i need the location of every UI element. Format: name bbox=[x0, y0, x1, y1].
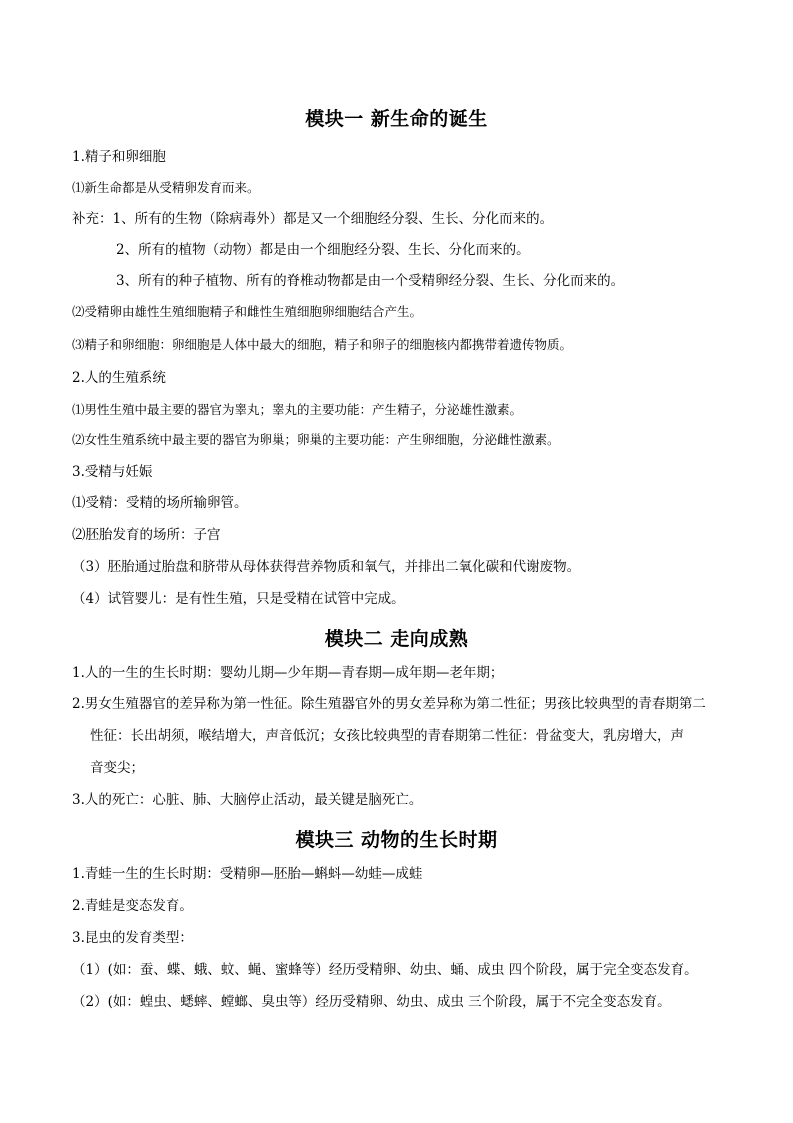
text-line: ⑵女性生殖系统中最主要的器官为卵巢；卵巢的主要功能：产生卵细胞，分泌雌性激素。 bbox=[72, 432, 560, 447]
text-line: 2、所有的植物（动物）都是由一个细胞经分裂、生长、分化而来的。 bbox=[116, 242, 530, 258]
text-line: （2）(如：蝗虫、蟋蟀、螳螂、臭虫等）经历受精卵、幼虫、成虫 三个阶段，属于不完全变态发育。 bbox=[72, 994, 671, 1010]
text-line: 3.昆虫的发育类型： bbox=[72, 930, 193, 946]
text-line: 性征：长出胡须，喉结增大，声音低沉；女孩比较典型的青春期第二性征：骨盆变大，乳房增大，声 bbox=[90, 728, 684, 744]
section-title-1: 模块一 新生命的诞生 bbox=[305, 108, 488, 130]
text-line: 2.人的生殖系统 bbox=[72, 370, 166, 386]
text-line: ⑴男性生殖中最主要的器官为睾丸；睾丸的主要功能：产生精子，分泌雄性激素。 bbox=[72, 402, 523, 417]
text-line: ⑴受精：受精的场所输卵管。 bbox=[72, 495, 248, 511]
text-line: ⑶精子和卵细胞：卵细胞是人体中最大的细胞，精子和卵子的细胞核内都携带着遗传物质。 bbox=[72, 337, 573, 352]
text-line: （4）试管婴儿：是有性生殖，只是受精在试管中完成。 bbox=[72, 591, 405, 607]
text-line: 3.受精与妊娠 bbox=[72, 464, 153, 480]
text-line: ⑵胚胎发育的场所：子宫 bbox=[72, 527, 221, 543]
text-line: ⑴新生命都是从受精卵发育而来。 bbox=[72, 180, 260, 195]
text-line: 补充：1、所有的生物（除病毒外）都是又一个细胞经分裂、生长、分化而来的。 bbox=[72, 211, 554, 227]
section-title-2: 模块二 走向成熟 bbox=[324, 628, 469, 650]
text-line: 1.青蛙一生的生长时期：受精卵—胚胎—蝌蚪—幼蛙—成蛙 bbox=[72, 866, 423, 882]
text-line: 2.男女生殖器官的差异称为第一性征。除生殖器官外的男女差异称为第二性征；男孩比较典型的青春期第二 bbox=[72, 696, 706, 712]
text-line: ⑵受精卵由雄性生殖细胞精子和雌性生殖细胞卵细胞结合产生。 bbox=[72, 304, 423, 319]
text-line: 1.精子和卵细胞 bbox=[72, 149, 166, 165]
text-line: （3）胚胎通过胎盘和脐带从母体获得营养物质和氧气，并排出二氧化碳和代谢废物。 bbox=[72, 559, 581, 575]
text-line: 3.人的死亡：心脏、肺、大脑停止活动，最关键是脑死亡。 bbox=[72, 792, 423, 808]
text-line: （1）(如：蚕、蝶、蛾、蚊、蝇、蜜蜂等）经历受精卵、幼虫、蛹、成虫 四个阶段，属于完全变态发育。 bbox=[72, 962, 698, 978]
text-line: 3、所有的种子植物、所有的脊椎动物都是由一个受精卵经分裂、生长、分化而来的。 bbox=[116, 273, 625, 289]
text-line: 2.青蛙是变态发育。 bbox=[72, 898, 193, 914]
text-line: 音变尖； bbox=[90, 760, 144, 776]
section-title-3: 模块三 动物的生长时期 bbox=[295, 829, 498, 851]
text-line: 1.人的一生的生长时期：婴幼儿期—少年期—青春期—成年期—老年期； bbox=[72, 665, 504, 681]
